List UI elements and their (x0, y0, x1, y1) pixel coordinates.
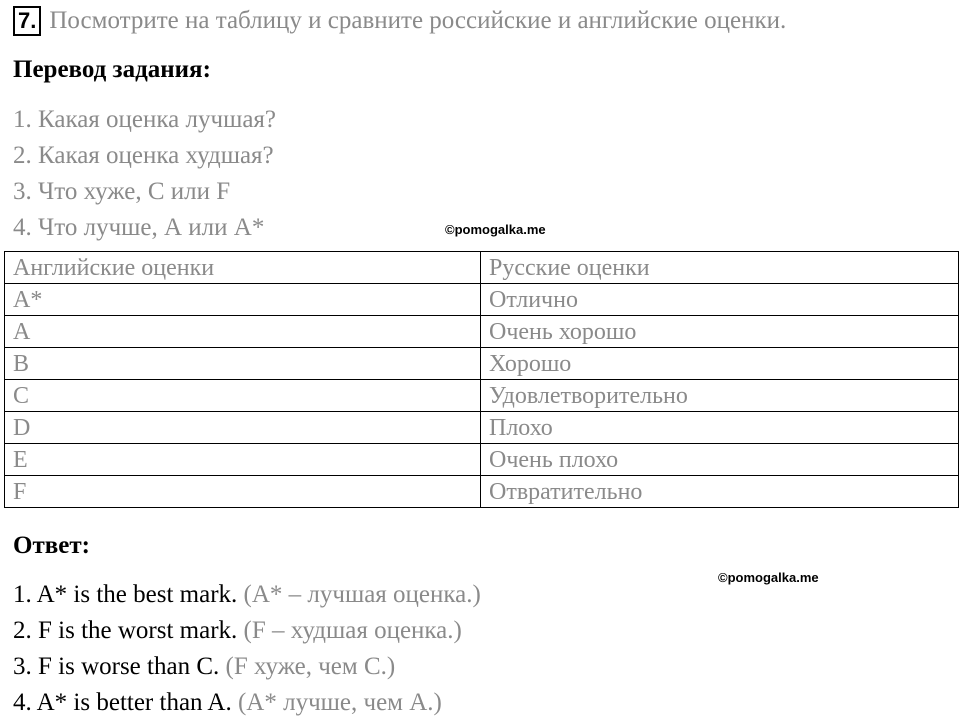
table-cell: Удовлетворительно (481, 380, 959, 412)
table-cell: Плохо (481, 412, 959, 444)
answer-line (13, 616, 462, 646)
table-cell: Очень плохо (481, 444, 959, 476)
watermark: ©pomogalka.me (445, 222, 546, 237)
task-text: Посмотрите на таблицу и сравните российские и английские оценки. (49, 7, 787, 34)
watermark: ©pomogalka.me (718, 570, 819, 585)
answer-english: 4. A* is better than A. (13, 689, 232, 716)
answer-line (13, 580, 481, 610)
answer-english: 1. A* is the best mark. (13, 581, 238, 608)
translation-question: 4. Что лучше, А или А* (13, 214, 265, 241)
table-cell: А (5, 316, 481, 348)
table-cell: Хорошо (481, 348, 959, 380)
table-row (5, 444, 959, 476)
table-header-cell: Русские оценки (481, 252, 959, 284)
table-cell: F (5, 476, 481, 508)
table-row (5, 284, 959, 316)
table-cell: Отлично (481, 284, 959, 316)
answer-line (13, 652, 395, 682)
translation-question: 1. Какая оценка лучшая? (13, 106, 277, 133)
answer-heading: Ответ: (13, 532, 90, 559)
translation-heading: Перевод задания: (13, 56, 211, 83)
answer-english: 3. F is worse than C. (13, 653, 220, 680)
table-cell: Отвратительно (481, 476, 959, 508)
translation-question: 2. Какая оценка худшая? (13, 142, 274, 169)
table-row (5, 412, 959, 444)
table-row (5, 316, 959, 348)
table-cell: В (5, 348, 481, 380)
answer-russian: (F – худшая оценка.) (243, 617, 462, 644)
table-cell: D (5, 412, 481, 444)
table-cell: С (5, 380, 481, 412)
table-cell: А* (5, 284, 481, 316)
table-cell: Е (5, 444, 481, 476)
table-header-cell: Английские оценки (5, 252, 481, 284)
marks-table (4, 251, 959, 508)
table-row (5, 380, 959, 412)
answer-line (13, 688, 442, 718)
task-header (13, 4, 786, 38)
table-header-row (5, 252, 959, 284)
table-row (5, 476, 959, 508)
translation-question: 3. Что хуже, С или F (13, 178, 231, 205)
answer-russian: (F хуже, чем С.) (225, 653, 396, 680)
answer-russian: (А* лучше, чем А.) (237, 689, 442, 716)
task-number: 7. (13, 6, 41, 36)
answer-english: 2. F is the worst mark. (13, 617, 238, 644)
table-cell: Очень хорошо (481, 316, 959, 348)
table-row (5, 348, 959, 380)
answer-russian: (А* – лучшая оценка.) (243, 581, 481, 608)
